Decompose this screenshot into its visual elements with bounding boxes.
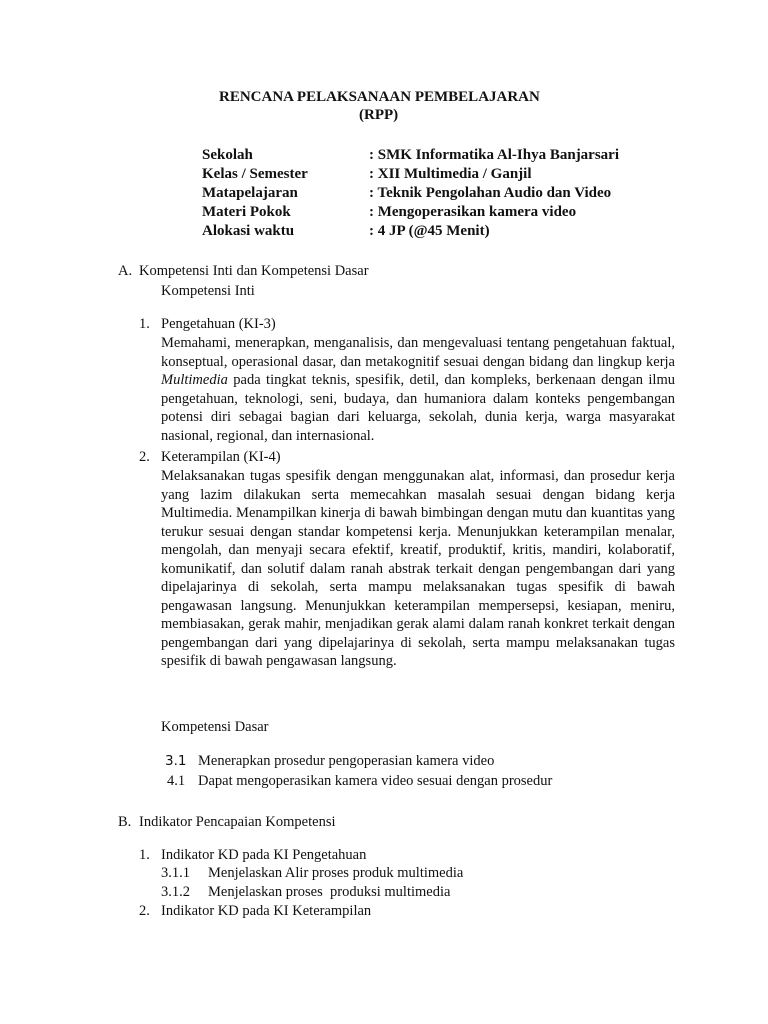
indicator-1-1-text: Menjelaskan Alir proses produk multimedia xyxy=(208,865,464,881)
indicator-1-2-number: 3.1.2 xyxy=(161,884,190,900)
kd-2-text: Dapat mengoperasikan kamera video sesuai dengan prosedur xyxy=(198,773,553,789)
identity-value-school: : SMK Informatika Al-Ihya Banjarsari xyxy=(369,147,620,163)
identity-value-topic: : Mengoperasikan kamera video xyxy=(369,204,577,220)
indicator-2-title: Indikator KD pada KI Keterampilan xyxy=(161,903,372,919)
identity-value-class: : XII Multimedia / Ganjil xyxy=(369,166,532,182)
ki3-text-before: Memahami, menerapkan, menganalisis, dan mengevaluasi tentang pengetahuan faktual, konseptual, operasional dasar, dan metakognitif sesuai dengan bidang dan lingkup kerja xyxy=(161,335,675,370)
kd-1-number: 3.1 xyxy=(165,753,187,769)
kd-2-number: 4.1 xyxy=(167,773,186,789)
section-a-marker: A. xyxy=(118,263,133,279)
identity-value-time: : 4 JP (@45 Menit) xyxy=(369,223,490,239)
indicator-1-title: Indikator KD pada KI Pengetahuan xyxy=(161,847,367,863)
identity-label-time: Alokasi waktu xyxy=(202,223,295,239)
indicator-1-1-number: 3.1.1 xyxy=(161,865,190,881)
identity-label-topic: Materi Pokok xyxy=(202,204,291,220)
indicator-2-marker: 2. xyxy=(139,903,150,919)
ki3-text-italic: Multimedia xyxy=(161,372,228,388)
ki4-paragraph: Melaksanakan tugas spesifik dengan menggunakan alat, informasi, dan prosedur kerja yang lazim dilakukan serta memecahkan masalah sesuai dengan bidang kerja Multimedia. Menampilkan kinerja di bawah bimbingan dengan mutu dan kuantitas yang terukur sesuai dengan standar kompetensi kerja. Menunjukkan keterampilan menalar, mengolah, dan menyaji secara efektif, kreatif, produktif, kritis, mandiri, kolaboratif, komunikatif, dan solutif dalam ranah abstrak terkait dengan pengembangan dari yang dipelajarinya di sekolah, serta mampu melaksanakan tugas spesifik di bawah pengawasan langsung. Menunjukkan keterampilan mempersepsi, kesiapan, meniru, membiasakan, gerak mahir, menjadikan gerak alami dalam ranah konkret terkait dengan pengembangan dari yang dipelajarinya di sekolah, serta mampu melaksanakan tugas spesifik di bawah pengawasan langsung. xyxy=(161,468,675,669)
ki4-marker: 2. xyxy=(139,449,150,465)
ki4-title: Keterampilan (KI-4) xyxy=(161,449,281,465)
identity-value-subject: : Teknik Pengolahan Audio dan Video xyxy=(369,185,612,201)
ki3-text-after: pada tingkat teknis, spesifik, detil, dan kompleks, berkenaan dengan ilmu pengetahuan, teknologi, seni, budaya, dan humaniora dalam konteks pengembangan potensi diri sebagai bagian dari keluarga, sekolah, dunia kerja, warga masyarakat nasional, regional, dan internasional. xyxy=(161,372,675,444)
indicator-1-marker: 1. xyxy=(139,847,150,863)
ki3-paragraph xyxy=(161,334,675,445)
section-a-title: Kompetensi Inti dan Kompetensi Dasar xyxy=(139,263,369,279)
ki3-title: Pengetahuan (KI-3) xyxy=(161,316,276,332)
section-a-subheading: Kompetensi Inti xyxy=(161,283,255,299)
document-title: RENCANA PELAKSANAAN PEMBELAJARAN xyxy=(219,89,540,105)
indicator-1-2-text: Menjelaskan proses produksi multimedia xyxy=(208,884,451,900)
section-b-title: Indikator Pencapaian Kompetensi xyxy=(139,814,336,830)
ki3-marker: 1. xyxy=(139,316,150,332)
kd-1-text: Menerapkan prosedur pengoperasian kamera video xyxy=(198,753,495,769)
document-subtitle: (RPP) xyxy=(359,107,399,123)
identity-label-class: Kelas / Semester xyxy=(202,166,308,182)
identity-label-school: Sekolah xyxy=(202,147,253,163)
identity-label-subject: Matapelajaran xyxy=(202,185,298,201)
section-b-marker: B. xyxy=(118,814,132,830)
kd-heading: Kompetensi Dasar xyxy=(161,719,269,735)
